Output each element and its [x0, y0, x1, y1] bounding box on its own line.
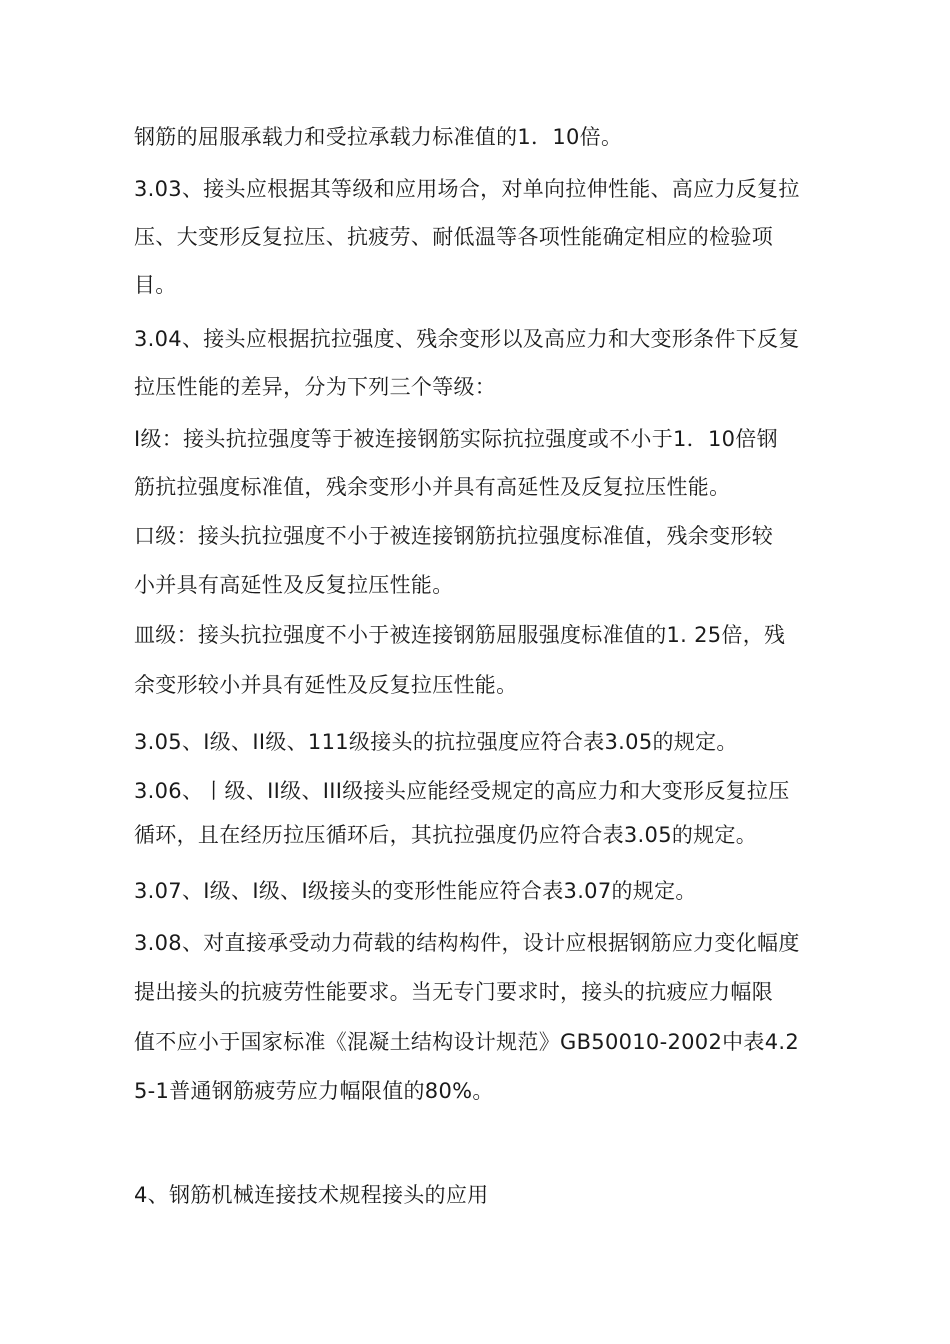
text-line: 目。 [134, 273, 177, 297]
text-line: 3.03、接头应根据其等级和应用场合，对单向拉伸性能、高应力反复拉 [134, 177, 800, 201]
text-line: 口级：接头抗拉强度不小于被连接钢筋抗拉强度标准值，残余变形较 [134, 524, 773, 548]
section-heading: 4、钢筋机械连接技术规程接头的应用 [134, 1183, 489, 1207]
text-line: 小并具有高延性及反复拉压性能。 [134, 573, 454, 597]
text-line: 3.08、对直接承受动力荷载的结构构件，设计应根据钢筋应力变化幅度 [134, 931, 800, 955]
text-line: 拉压性能的差异，分为下列三个等级： [134, 375, 497, 399]
text-line: 3.04、接头应根据抗拉强度、残余变形以及高应力和大变形条件下反复 [134, 327, 800, 351]
text-line: 3.05、I级、II级、111级接头的抗拉强度应符合表3.05的规定。 [134, 730, 738, 754]
text-line: 3.06、丨级、II级、III级接头应能经受规定的高应力和大变形反复拉压 [134, 779, 790, 803]
text-line: 压、大变形反复拉压、抗疲劳、耐低温等各项性能确定相应的检验项 [134, 225, 773, 249]
text-line: 3.07、I级、I级、I级接头的变形性能应符合表3.07的规定。 [134, 879, 697, 903]
text-line: 皿级：接头抗拉强度不小于被连接钢筋屈服强度标准值的1. 25倍，残 [134, 623, 786, 647]
text-line: 提出接头的抗疲劳性能要求。当无专门要求时，接头的抗疲应力幅限 [134, 980, 773, 1004]
text-line: 5-1普通钢筋疲劳应力幅限值的80%。 [134, 1079, 494, 1103]
text-line: 筋抗拉强度标准值，残余变形小并具有高延性及反复拉压性能。 [134, 475, 731, 499]
text-line: 值不应小于国家标准《混凝土结构设计规范》GB50010-2002中表4.2 [134, 1030, 799, 1054]
text-line: I级：接头抗拉强度等于被连接钢筋实际抗拉强度或不小于1．10倍钢 [134, 427, 778, 451]
text-line: 余变形较小并具有延性及反复拉压性能。 [134, 673, 518, 697]
text-line: 循环，且在经历拉压循环后，其抗拉强度仍应符合表3.05的规定。 [134, 823, 758, 847]
text-line: 钢筋的屈服承载力和受拉承载力标准值的1．10倍。 [134, 125, 623, 149]
